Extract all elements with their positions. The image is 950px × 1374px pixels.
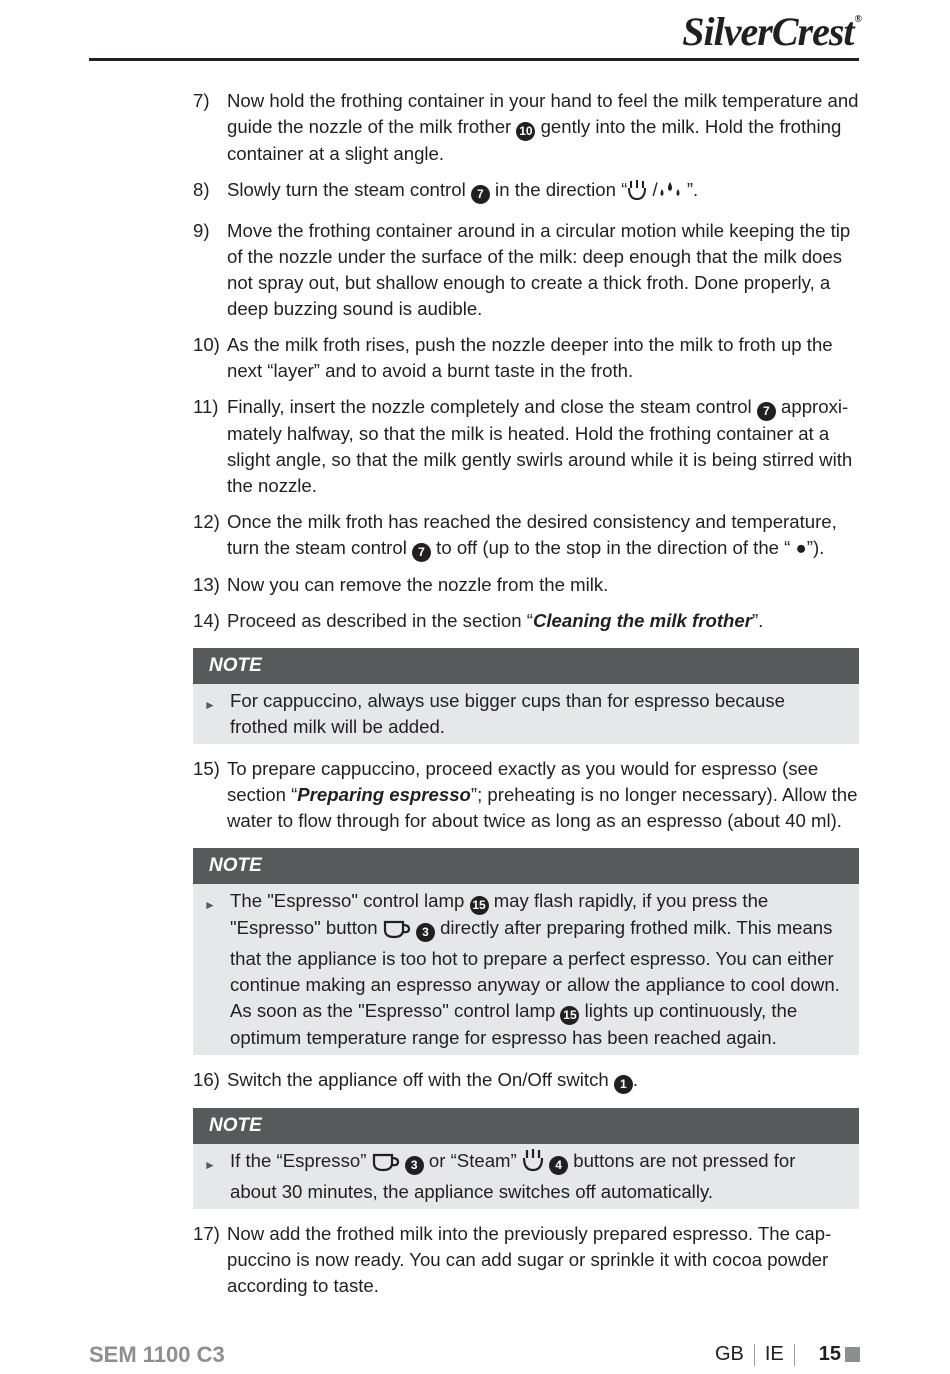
divider: [754, 1344, 755, 1366]
espresso-cup-icon: [383, 919, 411, 946]
language-gb: GB: [714, 1343, 744, 1365]
ref-number: 7: [471, 185, 490, 204]
page-marker-icon: [845, 1347, 860, 1362]
section-reference: Preparing espresso: [297, 784, 471, 805]
ref-number: 15: [560, 1006, 579, 1025]
steam-icon: [522, 1148, 544, 1179]
note-heading: NOTE: [193, 648, 859, 684]
step-9: 9) Move the frothing container around in a circular motion while keeping the tip of the nozzle under the surface of the milk: deep enough that the milk does not spray out, but shallow enough to create a thick froth. Done properly, a deep buzzing sound is audible.: [193, 220, 851, 319]
ref-number: 15: [470, 896, 489, 915]
brand-logo: SilverCrest®: [682, 9, 861, 54]
note-box: NOTE ► If the “Espresso” 3 or “Steam” 4 buttons are not pressed for about 30 minutes, the appliance switches off automatically.: [193, 1108, 859, 1209]
page-number: 15: [818, 1343, 841, 1365]
instruction-list: [193, 88, 859, 1309]
steam-icon: [627, 179, 647, 208]
step-15: 15) To prepare cappuccino, proceed exactly as you would for espresso (see section “Preparing espresso”; preheating is no longer necessary). Allow the water to flow through for about twice as long as an espresso (about 40 ml).: [193, 758, 858, 831]
language-ie: IE: [764, 1343, 784, 1365]
ref-number: 3: [405, 1156, 424, 1175]
ref-number: 7: [412, 543, 431, 562]
ref-number: 3: [416, 923, 435, 942]
drops-icon: [658, 179, 682, 208]
step-12: 12) Once the milk froth has reached the desired consistency and temperature, turn the steam control 7 to off (up to the stop in the direction of the “ ●”).: [193, 509, 859, 562]
model-number: SEM 1100 C3: [89, 1342, 225, 1367]
step-10: 10) As the milk froth rises, push the nozzle deeper into the milk to froth up the next “layer” and to avoid a burnt taste in the froth.: [193, 334, 833, 381]
page-footer: [715, 1343, 860, 1366]
note-box: NOTE ► For cappuccino, always use bigger cups than for espresso because frothed milk will be added.: [193, 648, 859, 744]
divider: [794, 1344, 795, 1366]
step-17: 17) Now add the frothed milk into the previously prepared espresso. The cap-puccino is now ready. You can add sugar or sprinkle it with cocoa powder according to taste.: [193, 1223, 832, 1296]
espresso-cup-icon: [372, 1152, 400, 1179]
step-11: 11) Finally, insert the nozzle completely and close the steam control 7 approxi-mately halfway, so that the milk is heated. Hold the frothing container at a slight angle, so that the milk gently swirls around while it is being stirred with the nozzle.: [193, 396, 853, 496]
step-8: 8) Slowly turn the steam control 7 in the direction “ / ”.: [193, 177, 859, 208]
bullet-triangle-icon: ►: [204, 1158, 216, 1172]
step-16: 16) Switch the appliance off with the On/Off switch 1 .: [193, 1067, 859, 1094]
ref-number: 1: [614, 1075, 633, 1094]
section-reference: Cleaning the milk frother: [532, 610, 752, 631]
bullet-triangle-icon: ►: [204, 898, 216, 912]
bullet-triangle-icon: ►: [204, 698, 216, 712]
header-rule: [89, 58, 859, 61]
ref-number: 4: [549, 1156, 568, 1175]
note-heading: NOTE: [193, 848, 859, 884]
note-heading: NOTE: [193, 1108, 859, 1144]
step-13: 13) Now you can remove the nozzle from the milk.: [193, 574, 609, 595]
ref-number: 7: [757, 402, 776, 421]
step-7: 7) Now hold the frothing container in your hand to feel the milk temperature and guide the nozzle of the milk frother 10 gently into the milk. Hold the frothing container at a slight angle.: [193, 90, 859, 164]
ref-number: 10: [516, 122, 535, 141]
note-box: NOTE ► The "Espresso" control lamp 15 may flash rapidly, if you press the "Espresso" button 3 directly after preparing frothed milk. This means that the appliance is too hot to prepare a perfect espresso. You can either continue making an espresso anyway or allow the appliance to cool down. As soon as the "Espresso" control lamp 15 lights up continuously, the optimum temperature range for espresso has been reached again.: [193, 848, 859, 1055]
step-14: 14) Proceed as described in the section “Cleaning the milk frother”.: [193, 610, 764, 631]
